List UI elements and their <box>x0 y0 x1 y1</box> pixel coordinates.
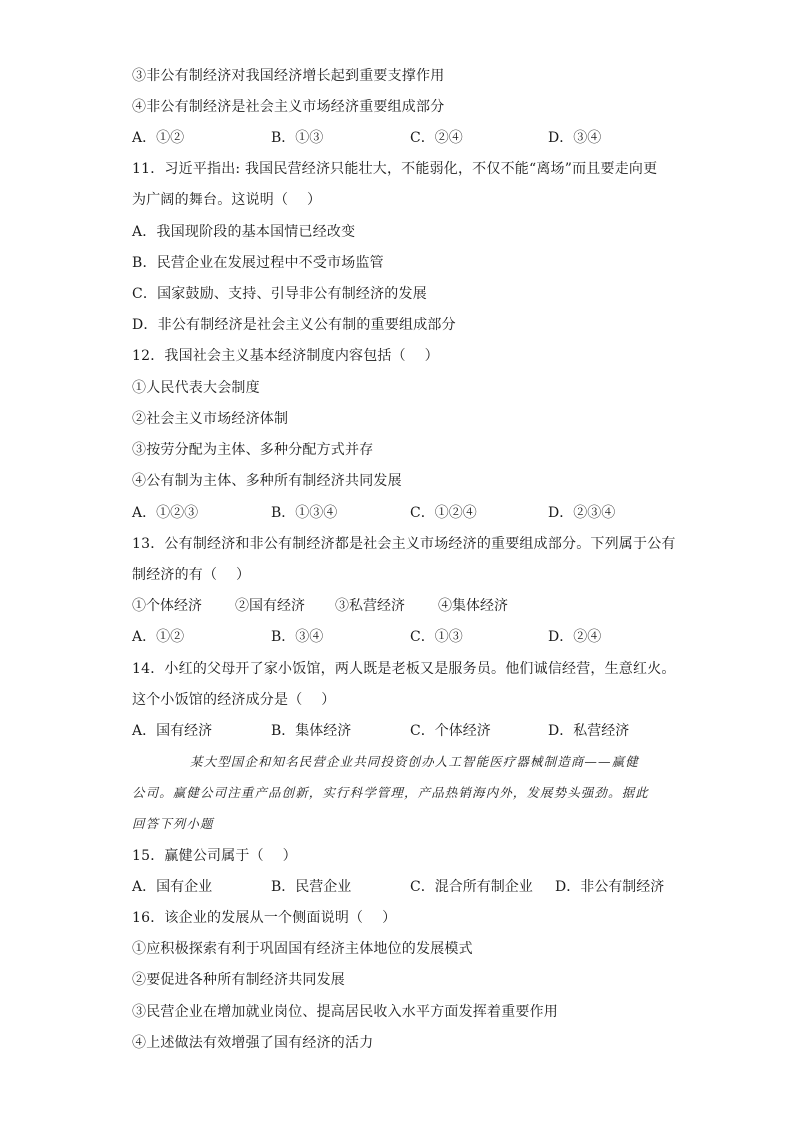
q15-choice-b: B．民营企业 <box>271 879 352 895</box>
q10-choice-c: C．②④ <box>410 130 463 146</box>
q15-choice-d: D．非公有制经济 <box>555 879 665 895</box>
q13-item-2: ②国有经济 <box>235 598 305 614</box>
q13-stem-line-1: 13．公有制经济和非公有制经济都是社会主义市场经济的重要组成部分。下列属于公有 <box>132 536 676 552</box>
q10-option-4: ④非公有制经济是社会主义市场经济重要组成部分 <box>132 99 445 115</box>
q12-item-1: ①人民代表大会制度 <box>132 380 260 396</box>
q12-item-3: ③按劳分配为主体、多种分配方式并存 <box>132 442 374 458</box>
q14-choice-a: A．国有经济 <box>132 723 213 739</box>
q12-item-2: ②社会主义市场经济体制 <box>132 411 289 427</box>
q13-item-1: ①个体经济 <box>132 598 202 614</box>
q13-choice-d: D．②④ <box>548 629 602 645</box>
q10-option-3: ③非公有制经济对我国经济增长起到重要支撑作用 <box>132 68 445 84</box>
q10-choice-b: B．①③ <box>271 130 324 146</box>
q12-choice-a: A．①②③ <box>132 505 199 521</box>
q13-stem-line-2: 制经济的有（ ） <box>132 567 251 583</box>
material-line-1: 某大型国企和知名民营企业共同投资创办人工智能医疗器械制造商——赢健 <box>190 754 639 769</box>
q16-stem: 16．该企业的发展从一个侧面说明（ ） <box>132 910 397 926</box>
q11-option-c: C．国家鼓励、支持、引导非公有制经济的发展 <box>132 286 427 302</box>
q14-choice-b: B．集体经济 <box>271 723 352 739</box>
q13-item-3: ③私营经济 <box>335 598 405 614</box>
q11-option-d: D．非公有制经济是社会主义公有制的重要组成部分 <box>132 317 456 333</box>
q16-item-3: ③民营企业在增加就业岗位、提高居民收入水平方面发挥着重要作用 <box>132 1004 558 1020</box>
q11-stem-line-1: 11．习近平指出: 我国民营经济只能壮大，不能弱化，不仅不能“离场”而且要走向更 <box>132 161 658 177</box>
material-line-3: 回答下列小题 <box>132 816 214 831</box>
q16-item-4: ④上述做法有效增强了国有经济的活力 <box>132 1035 374 1051</box>
q12-choice-d: D．②③④ <box>548 505 616 521</box>
q12-choice-c: C．①②④ <box>410 505 477 521</box>
q14-choice-d: D．私营经济 <box>548 723 630 739</box>
q13-choice-c: C．①③ <box>410 629 463 645</box>
q14-stem-line-1: 14．小红的父母开了家小饭馆，两人既是老板又是服务员。他们诚信经营，生意红火。 <box>132 661 676 677</box>
q10-choice-a: A．①② <box>132 130 185 146</box>
material-line-2: 公司。赢健公司注重产品创新，实行科学管理，产品热销海内外，发展势头强劲。据此 <box>132 785 649 800</box>
q12-item-4: ④公有制为主体、多种所有制经济共同发展 <box>132 473 402 489</box>
q10-choice-d: D．③④ <box>548 130 602 146</box>
q12-stem: 12．我国社会主义基本经济制度内容包括（ ） <box>132 348 439 364</box>
q15-stem: 15．赢健公司属于（ ） <box>132 848 297 864</box>
q14-stem-line-2: 这个小饭馆的经济成分是（ ） <box>132 692 336 708</box>
q11-option-b: B．民营企业在发展过程中不受市场监管 <box>132 255 384 271</box>
q16-item-2: ②要促进各种所有制经济共同发展 <box>132 972 345 988</box>
q11-stem-line-2: 为广阔的舞台。这说明（ ） <box>132 192 322 208</box>
q13-item-4: ④集体经济 <box>438 598 508 614</box>
q12-choice-b: B．①③④ <box>271 505 338 521</box>
q13-choice-a: A．①② <box>132 629 185 645</box>
q14-choice-c: C．个体经济 <box>410 723 491 739</box>
q13-choice-b: B．③④ <box>271 629 324 645</box>
q16-item-1: ①应积极探索有利于巩固国有经济主体地位的发展模式 <box>132 941 473 957</box>
q15-choice-c: C．混合所有制企业 <box>410 879 533 895</box>
q11-option-a: A．我国现阶段的基本国情已经改变 <box>132 224 356 240</box>
q15-choice-a: A．国有企业 <box>132 879 213 895</box>
